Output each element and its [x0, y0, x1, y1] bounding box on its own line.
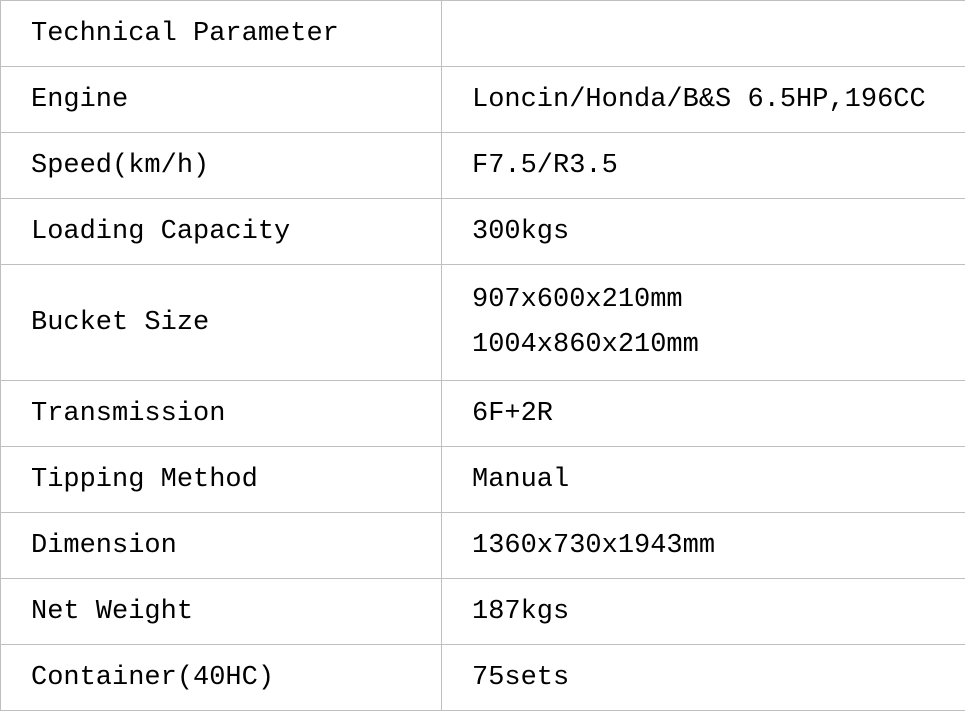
- row-label-transmission: Transmission: [1, 381, 442, 447]
- table-row: [1, 579, 965, 645]
- table-row: [1, 381, 965, 447]
- row-label-dimension: Dimension: [1, 513, 442, 579]
- table-title: Technical Parameter: [1, 1, 442, 67]
- table-row: [1, 67, 965, 133]
- bucket-size-line-2: 1004x860x210mm: [472, 329, 699, 360]
- table-header-row: [1, 1, 965, 67]
- row-label-tipping-method: Tipping Method: [1, 447, 442, 513]
- row-label-bucket-size: Bucket Size: [1, 265, 442, 381]
- row-label-container: Container(40HC): [1, 645, 442, 711]
- table-row: [1, 265, 965, 381]
- table-row: [1, 645, 965, 711]
- bucket-size-line-1: 907x600x210mm: [472, 284, 683, 315]
- table-title-value: [442, 1, 965, 67]
- row-label-engine: Engine: [1, 67, 442, 133]
- row-label-loading-capacity: Loading Capacity: [1, 199, 442, 265]
- table-row: [1, 447, 965, 513]
- row-value-speed: F7.5/R3.5: [442, 133, 965, 199]
- row-value-engine: Loncin/Honda/B&S 6.5HP,196CC: [442, 67, 965, 133]
- row-value-net-weight: 187kgs: [442, 579, 965, 645]
- table-row: [1, 513, 965, 579]
- table-row: [1, 133, 965, 199]
- row-value-bucket-size: [442, 265, 965, 381]
- row-value-loading-capacity: 300kgs: [442, 199, 965, 265]
- row-label-speed: Speed(km/h): [1, 133, 442, 199]
- row-value-transmission: 6F+2R: [442, 381, 965, 447]
- row-value-tipping-method: Manual: [442, 447, 965, 513]
- row-value-container: 75sets: [442, 645, 965, 711]
- table-row: [1, 199, 965, 265]
- row-label-net-weight: Net Weight: [1, 579, 442, 645]
- row-value-dimension: 1360x730x1943mm: [442, 513, 965, 579]
